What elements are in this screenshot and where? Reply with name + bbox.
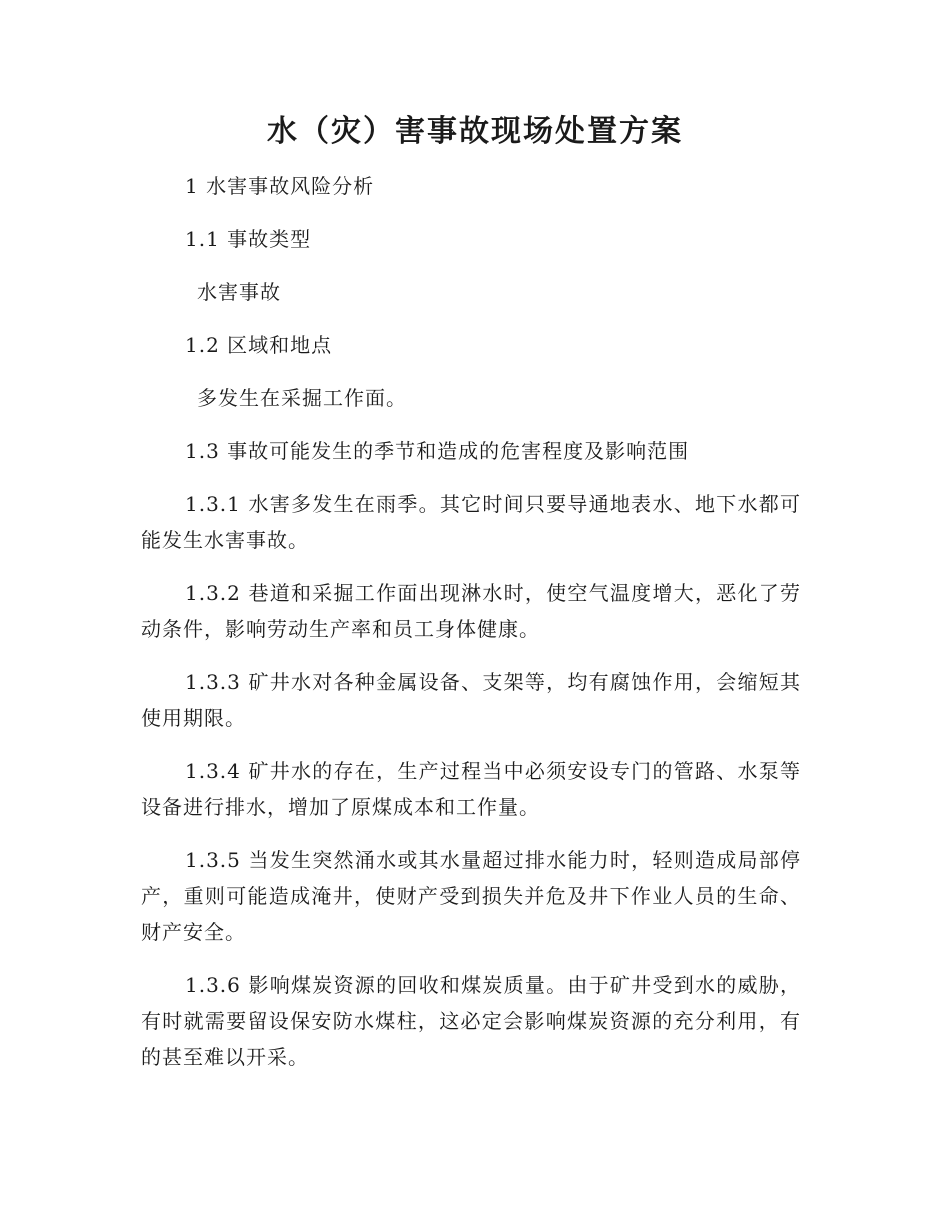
section-heading-1: 1 水害事故风险分析 (185, 174, 375, 198)
paragraph-1-3-3: 1.3.3 矿井水对各种金属设备、支架等，均有腐蚀作用，会缩短其使用期限。 (141, 670, 801, 730)
paragraph-1-3-6: 1.3.6 影响煤炭资源的回收和煤炭质量。由于矿井受到水的威胁，有时就需要留设保安防水煤柱，这必定会影响煤炭资源的充分利用，有的甚至难以开采。 (141, 973, 801, 1069)
paragraph-1-3-4: 1.3.4 矿井水的存在，生产过程当中必须安设专门的管路、水泵等设备进行排水，增加了原煤成本和工作量。 (141, 759, 801, 819)
accident-type-text: 水害事故 (197, 280, 281, 304)
area-text: 多发生在采掘工作面。 (197, 386, 407, 410)
document-body (141, 168, 801, 1092)
section-heading-1-1: 1.1 事故类型 (185, 227, 312, 251)
paragraph-1-3-5: 1.3.5 当发生突然涌水或其水量超过排水能力时，轻则造成局部停产，重则可能造成淹井，使财产受到损失并危及井下作业人员的生命、财产安全。 (141, 848, 801, 944)
document-title: 水（灾）害事故现场处置方案 (267, 114, 683, 149)
paragraph-1-3-1: 1.3.1 水害多发生在雨季。其它时间只要导通地表水、地下水都可能发生水害事故。 (141, 492, 801, 552)
section-heading-1-2: 1.2 区域和地点 (185, 333, 333, 357)
paragraph-1-3-2: 1.3.2 巷道和采掘工作面出现淋水时，使空气温度增大，恶化了劳动条件，影响劳动生产率和员工身体健康。 (141, 581, 801, 641)
section-heading-1-3: 1.3 事故可能发生的季节和造成的危害程度及影响范围 (185, 439, 690, 463)
